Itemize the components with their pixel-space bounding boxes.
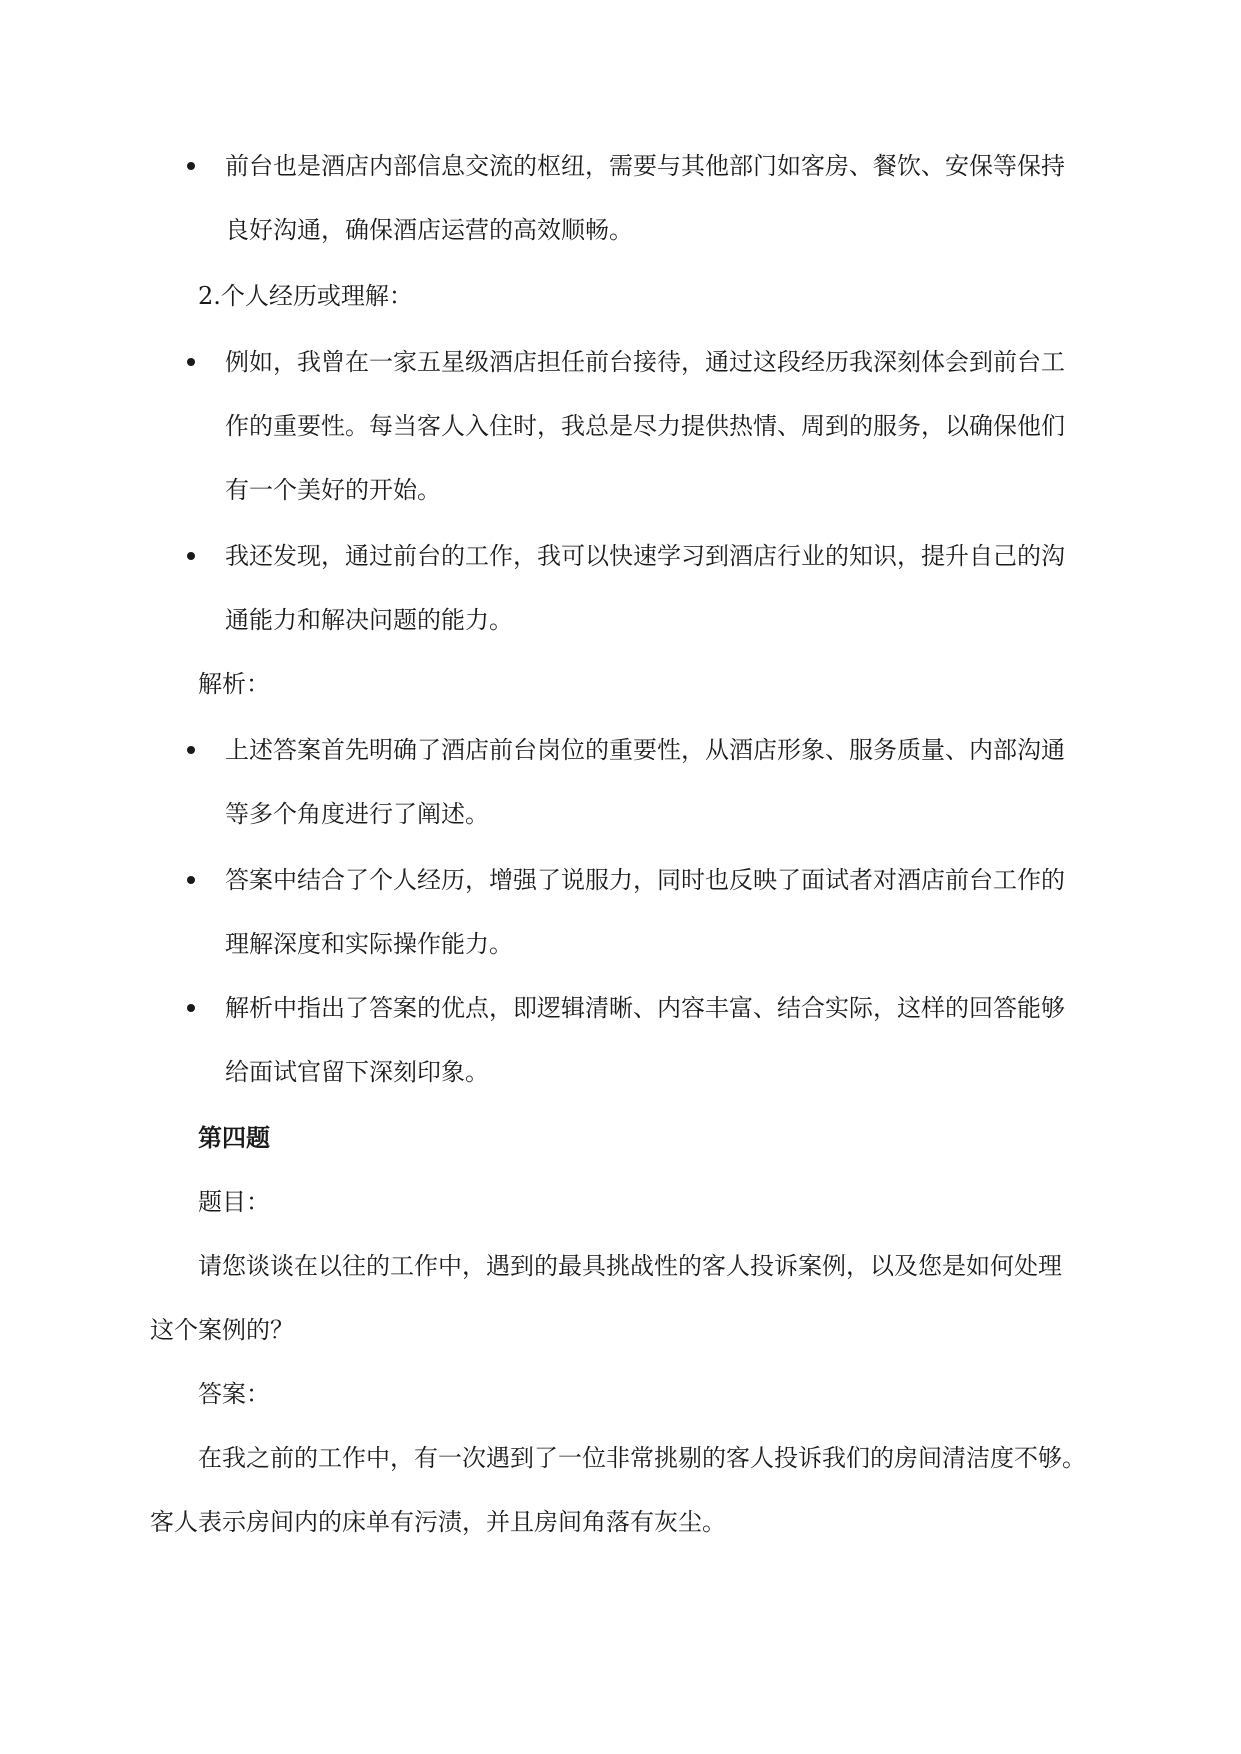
bullet-text-line: 解析中指出了答案的优点，即逻辑清晰、内容丰富、结合实际，这样的回答能够	[225, 994, 1065, 1022]
bullet-text-line: 给面试官留下深刻印象。	[225, 1058, 489, 1086]
label-answer: 答案：	[198, 1380, 270, 1408]
bullet-text-line: 等多个角度进行了阐述。	[225, 800, 489, 828]
bullet-text-line: 理解深度和实际操作能力。	[225, 930, 513, 958]
bullet-dot	[187, 552, 195, 560]
answer-text-line: 客人表示房间内的床单有污渍，并且房间角落有灰尘。	[150, 1508, 726, 1536]
label-question: 题目：	[198, 1188, 270, 1216]
subheading-experience: 2.个人经历或理解：	[198, 282, 413, 310]
bullet-dot	[187, 358, 195, 366]
bullet-text-line: 前台也是酒店内部信息交流的枢纽，需要与其他部门如客房、餐饮、安保等保持	[225, 152, 1065, 180]
bullet-dot	[187, 1004, 195, 1012]
bullet-text-line: 有一个美好的开始。	[225, 476, 441, 504]
bullet-dot	[187, 746, 195, 754]
bullet-text-line: 答案中结合了个人经历，增强了说服力，同时也反映了面试者对酒店前台工作的	[225, 866, 1065, 894]
bullet-text-line: 作的重要性。每当客人入住时，我总是尽力提供热情、周到的服务，以确保他们	[225, 412, 1065, 440]
question-text-line: 请您谈谈在以往的工作中，遇到的最具挑战性的客人投诉案例，以及您是如何处理	[198, 1252, 1062, 1280]
bullet-text-line: 良好沟通，确保酒店运营的高效顺畅。	[225, 216, 633, 244]
bullet-dot	[187, 876, 195, 884]
label-analysis: 解析：	[198, 670, 270, 698]
bullet-text-line: 我还发现，通过前台的工作，我可以快速学习到酒店行业的知识，提升自己的沟	[225, 542, 1065, 570]
question-text-line: 这个案例的？	[150, 1316, 294, 1344]
bullet-text-line: 通能力和解决问题的能力。	[225, 606, 513, 634]
answer-text-line: 在我之前的工作中，有一次遇到了一位非常挑剔的客人投诉我们的房间清洁度不够。	[198, 1444, 1086, 1472]
bullet-dot	[187, 162, 195, 170]
question-title: 第四题	[198, 1123, 270, 1152]
bullet-text-line: 例如，我曾在一家五星级酒店担任前台接待，通过这段经历我深刻体会到前台工	[225, 348, 1065, 376]
bullet-text-line: 上述答案首先明确了酒店前台岗位的重要性，从酒店形象、服务质量、内部沟通	[225, 736, 1065, 764]
